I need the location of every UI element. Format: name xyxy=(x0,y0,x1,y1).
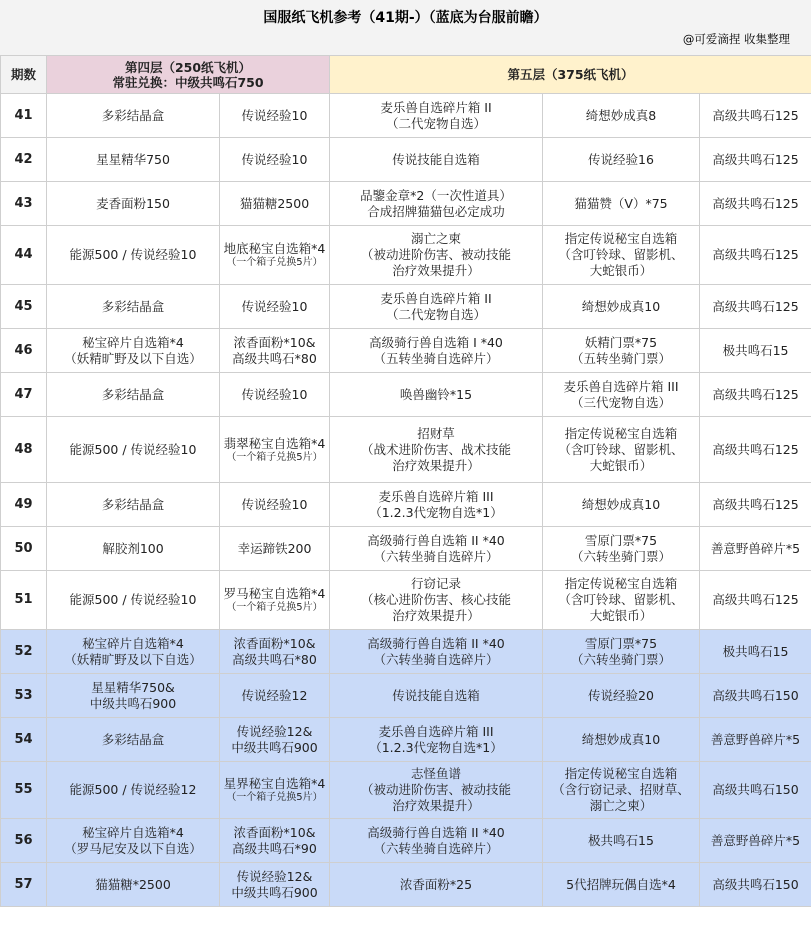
cell-line: 妖精门票*75 xyxy=(584,334,658,350)
floor5-item-a-cell xyxy=(330,285,543,329)
floor5-item-a-cell xyxy=(330,329,543,373)
cell-line: （含叮铃球、留影机、 xyxy=(558,441,684,457)
floor5-item-c-cell xyxy=(700,373,811,417)
period-cell: 46 xyxy=(1,329,47,373)
floor5-item-a-cell xyxy=(330,762,543,819)
cell-line: （五转坐骑门票） xyxy=(570,350,671,366)
floor5-item-c-cell xyxy=(700,571,811,630)
cell-line: 中级共鸣石900 xyxy=(231,884,318,900)
cell-line: 溺亡之柬） xyxy=(589,798,653,813)
cell-line: 传说经验10 xyxy=(241,496,308,512)
floor5-item-c-cell xyxy=(700,718,811,762)
floor4-item-b-cell xyxy=(220,182,330,226)
cell-line: 星界秘宝自选箱*4 xyxy=(223,776,326,791)
floor5-item-b-cell xyxy=(543,285,700,329)
cell-line: 志怪鱼谱 xyxy=(410,766,461,781)
cell-line: （1.2.3代宠物自选*1） xyxy=(369,504,503,520)
cell-line: 大蛇银币） xyxy=(589,457,653,473)
cell-line: 麦乐兽自选碎片箱 III xyxy=(563,378,679,394)
cell-line: 绮想妙成真10 xyxy=(581,496,661,512)
floor5-item-a-cell xyxy=(330,182,543,226)
cell-line: 高级骑行兽自选箱 II *40 xyxy=(367,824,505,840)
cell-line: 罗马秘宝自选箱*4 xyxy=(223,586,326,601)
cell-note: （一个箱子兑换5片） xyxy=(226,257,323,268)
cell-line: 浓香面粉*10& xyxy=(233,334,316,350)
table-row xyxy=(1,138,811,182)
table-row xyxy=(1,674,811,718)
cell-line: 猫猫糖*2500 xyxy=(95,876,171,892)
floor4-item-b-cell xyxy=(220,483,330,527)
cell-line: 传说经验10 xyxy=(241,107,308,123)
floor4-item-b-cell xyxy=(220,819,330,863)
cell-line: 传说经验10 xyxy=(241,298,308,314)
cell-line: 高级共鸣石125 xyxy=(712,298,799,314)
floor5-item-b-cell xyxy=(543,182,700,226)
floor4-item-a-cell xyxy=(47,718,220,762)
cell-line: 高级共鸣石125 xyxy=(712,386,799,402)
floor5-item-a-cell xyxy=(330,630,543,674)
floor5-item-b-cell xyxy=(543,373,700,417)
header-row xyxy=(1,56,811,94)
period-cell: 42 xyxy=(1,138,47,182)
floor5-item-c-cell xyxy=(700,417,811,483)
cell-line: 多彩结晶盒 xyxy=(101,386,165,402)
cell-line: 能源500 / 传说经验10 xyxy=(69,247,197,262)
cell-line: 浓香面粉*10& xyxy=(233,635,316,651)
floor5-item-c-cell xyxy=(700,182,811,226)
cell-line: 极共鸣石15 xyxy=(722,643,789,659)
floor4-item-b-cell xyxy=(220,417,330,483)
cell-line: 雪原门票*75 xyxy=(584,635,658,651)
cell-line: 能源500 / 传说经验10 xyxy=(69,592,197,607)
floor4-item-a-cell xyxy=(47,819,220,863)
cell-line: 高级共鸣石125 xyxy=(712,107,799,123)
cell-line: 麦香面粉150 xyxy=(96,195,170,211)
floor4-item-b-cell xyxy=(220,674,330,718)
floor5-item-c-cell xyxy=(700,630,811,674)
cell-line: （战术进阶伤害、战术技能 xyxy=(360,441,511,457)
floor4-item-a-cell xyxy=(47,674,220,718)
cell-line: 高级共鸣石125 xyxy=(712,441,799,457)
cell-line: 多彩结晶盒 xyxy=(101,496,165,512)
period-cell: 57 xyxy=(1,863,47,907)
cell-line: 幸运蹄铁200 xyxy=(237,540,312,556)
cell-line: 治疗效果提升） xyxy=(392,263,480,278)
floor5-item-c-cell xyxy=(700,483,811,527)
cell-line: 高级骑行兽自选箱 I *40 xyxy=(369,334,503,350)
floor4-header-line1: 第四层（250纸飞机） xyxy=(124,59,252,75)
floor5-item-b-cell xyxy=(543,863,700,907)
cell-line: （二代宠物自选） xyxy=(385,306,486,322)
cell-line: 治疗效果提升） xyxy=(392,608,480,623)
cell-line: 传说经验12& xyxy=(236,723,313,739)
floor5-item-c-cell xyxy=(700,762,811,819)
cell-line: 秘宝碎片自选箱*4 xyxy=(82,635,184,651)
floor5-item-b-cell xyxy=(543,226,700,285)
cell-line: 雪原门票*75 xyxy=(584,532,658,548)
floor5-item-b-cell xyxy=(543,483,700,527)
table-row xyxy=(1,94,811,138)
cell-note: （一个箱子兑换5片） xyxy=(226,792,323,803)
floor5-item-b-cell xyxy=(543,329,700,373)
cell-line: 浓香面粉*25 xyxy=(399,876,473,892)
cell-line: 指定传说秘宝自选箱 xyxy=(564,425,678,441)
floor4-item-a-cell xyxy=(47,138,220,182)
floor5-item-b-cell xyxy=(543,762,700,819)
cell-line: 中级共鸣石900 xyxy=(89,695,177,711)
floor4-item-a-cell xyxy=(47,329,220,373)
table-row xyxy=(1,373,811,417)
cell-line: 中级共鸣石900 xyxy=(231,739,318,755)
cell-line: 猫猫赞（V）*75 xyxy=(574,195,668,211)
floor5-item-a-cell xyxy=(330,483,543,527)
cell-line: 大蛇银币） xyxy=(589,263,653,278)
floor5-item-c-cell xyxy=(700,329,811,373)
floor5-item-b-cell xyxy=(543,819,700,863)
cell-line: 指定传说秘宝自选箱 xyxy=(564,576,678,591)
cell-line: 治疗效果提升） xyxy=(392,457,480,473)
floor4-item-a-cell xyxy=(47,483,220,527)
floor5-item-a-cell xyxy=(330,819,543,863)
floor5-item-b-cell xyxy=(543,138,700,182)
table-row xyxy=(1,819,811,863)
cell-note: （一个箱子兑换5片） xyxy=(226,451,323,463)
cell-line: 秘宝碎片自选箱*4 xyxy=(82,334,184,350)
period-cell: 52 xyxy=(1,630,47,674)
floor4-item-b-cell xyxy=(220,718,330,762)
floor5-item-b-cell xyxy=(543,571,700,630)
cell-line: 传说经验16 xyxy=(588,151,654,167)
cell-line: 高级共鸣石125 xyxy=(712,151,799,167)
cell-line: 品鑒金章*2（一次性道具） xyxy=(360,187,512,203)
cell-line: 地底秘宝自选箱*4 xyxy=(223,241,326,256)
cell-line: 高级共鸣石125 xyxy=(712,195,799,211)
floor4-item-b-cell xyxy=(220,138,330,182)
floor5-item-a-cell xyxy=(330,226,543,285)
floor5-item-a-cell xyxy=(330,94,543,138)
floor4-item-b-cell xyxy=(220,285,330,329)
cell-line: 麦乐兽自选碎片箱 III xyxy=(378,723,494,739)
table-row xyxy=(1,571,811,630)
table-row xyxy=(1,417,811,483)
cell-line: 善意野兽碎片*5 xyxy=(710,540,801,556)
floor5-item-a-cell xyxy=(330,718,543,762)
cell-line: 高级骑行兽自选箱 II *40 xyxy=(367,532,505,548)
period-cell: 45 xyxy=(1,285,47,329)
cell-line: 高级共鸣石125 xyxy=(712,496,799,512)
cell-line: 秘宝碎片自选箱*4 xyxy=(82,824,184,840)
cell-line: （妖精旷野及以下自选） xyxy=(64,651,202,667)
cell-line: （罗马尼安及以下自选） xyxy=(64,840,202,856)
floor5-item-c-cell xyxy=(700,674,811,718)
cell-line: 善意野兽碎片*5 xyxy=(710,731,801,747)
table-row xyxy=(1,762,811,819)
cell-line: （含行窃记录、招财草、 xyxy=(552,782,690,797)
cell-line: （三代宠物自选） xyxy=(570,394,671,410)
cell-note: （一个箱子兑换5片） xyxy=(226,602,323,613)
table-row xyxy=(1,483,811,527)
table-row xyxy=(1,527,811,571)
cell-line: （二代宠物自选） xyxy=(385,115,486,131)
rewards-table xyxy=(0,55,811,907)
cell-line: 高级共鸣石125 xyxy=(712,592,799,607)
cell-line: 麦乐兽自选碎片箱 II xyxy=(380,290,492,306)
cell-line: 解胶剂100 xyxy=(102,540,164,556)
floor4-item-b-cell xyxy=(220,373,330,417)
cell-line: （含叮铃球、留影机、 xyxy=(558,592,684,607)
cell-line: 传说经验12& xyxy=(236,868,313,884)
cell-line: 翡翠秘宝自选箱*4 xyxy=(223,435,326,451)
cell-line: 高级共鸣石125 xyxy=(712,247,799,262)
floor5-item-b-cell xyxy=(543,718,700,762)
cell-line: 传说技能自选箱 xyxy=(392,151,480,167)
period-cell: 51 xyxy=(1,571,47,630)
floor4-item-b-cell xyxy=(220,527,330,571)
floor5-header: 第五层（375纸飞机） xyxy=(330,56,811,94)
floor5-item-c-cell xyxy=(700,863,811,907)
cell-line: 唤兽幽铃*15 xyxy=(399,386,473,402)
floor5-item-a-cell xyxy=(330,527,543,571)
cell-line: 传说经验10 xyxy=(241,386,308,402)
floor4-item-a-cell xyxy=(47,417,220,483)
floor5-item-b-cell xyxy=(543,527,700,571)
period-cell: 47 xyxy=(1,373,47,417)
floor4-item-a-cell xyxy=(47,527,220,571)
table-row xyxy=(1,226,811,285)
floor4-item-b-cell xyxy=(220,762,330,819)
cell-line: 多彩结晶盒 xyxy=(101,298,165,314)
cell-line: 绮想妙成真10 xyxy=(581,298,661,314)
cell-line: 高级骑行兽自选箱 II *40 xyxy=(367,635,505,651)
floor5-item-b-cell xyxy=(543,94,700,138)
page-title: 国服纸飞机参考（41期-）（蓝底为台服前瞻） xyxy=(263,10,548,26)
cell-line: 5代招牌玩偶自选*4 xyxy=(566,876,676,892)
period-cell: 50 xyxy=(1,527,47,571)
floor5-item-b-cell xyxy=(543,630,700,674)
cell-line: 指定传说秘宝自选箱 xyxy=(564,766,678,781)
cell-line: 合成招牌猫猫包必定成功 xyxy=(367,203,505,219)
cell-line: （六转坐骑自选碎片） xyxy=(373,548,499,564)
floor5-item-c-cell xyxy=(700,527,811,571)
cell-line: 传说经验12 xyxy=(241,687,308,703)
credit-text: @可爱滴捏 收集整理 xyxy=(682,32,790,46)
sheet-header xyxy=(0,0,811,55)
floor5-item-b-cell xyxy=(543,674,700,718)
floor4-item-a-cell xyxy=(47,571,220,630)
period-cell: 41 xyxy=(1,94,47,138)
cell-line: 招财草 xyxy=(417,425,455,441)
cell-line: 能源500 / 传说经验12 xyxy=(69,782,197,797)
cell-line: 能源500 / 传说经验10 xyxy=(69,441,197,457)
table-row xyxy=(1,718,811,762)
floor5-item-a-cell xyxy=(330,571,543,630)
floor5-item-b-cell xyxy=(543,417,700,483)
cell-line: （被动进阶伤害、被动技能 xyxy=(360,247,511,262)
period-cell: 48 xyxy=(1,417,47,483)
cell-line: 善意野兽碎片*5 xyxy=(710,832,801,848)
cell-line: 传说技能自选箱 xyxy=(392,687,480,703)
table-row xyxy=(1,285,811,329)
floor4-item-a-cell xyxy=(47,285,220,329)
floor5-item-c-cell xyxy=(700,285,811,329)
table-row xyxy=(1,863,811,907)
cell-line: 极共鸣石15 xyxy=(588,832,654,848)
cell-line: （1.2.3代宠物自选*1） xyxy=(369,739,503,755)
period-cell: 53 xyxy=(1,674,47,718)
floor4-item-b-cell xyxy=(220,571,330,630)
period-cell: 43 xyxy=(1,182,47,226)
floor4-header xyxy=(47,56,330,94)
cell-line: 高级共鸣石150 xyxy=(712,876,799,892)
floor4-item-a-cell xyxy=(47,182,220,226)
floor5-item-c-cell xyxy=(700,138,811,182)
cell-line: 大蛇银币） xyxy=(589,608,653,623)
cell-line: （核心进阶伤害、核心技能 xyxy=(360,592,511,607)
cell-line: （六转坐骑自选碎片） xyxy=(373,651,499,667)
cell-line: （五转坐骑自选碎片） xyxy=(373,350,499,366)
cell-line: 绮想妙成真8 xyxy=(585,107,657,123)
cell-line: 指定传说秘宝自选箱 xyxy=(564,231,678,246)
table-row xyxy=(1,182,811,226)
cell-line: （六转坐骑自选碎片） xyxy=(373,840,499,856)
period-cell: 44 xyxy=(1,226,47,285)
cell-line: 传说经验20 xyxy=(588,687,654,703)
floor4-item-b-cell xyxy=(220,226,330,285)
period-header: 期数 xyxy=(1,56,47,94)
floor4-item-a-cell xyxy=(47,373,220,417)
floor4-item-b-cell xyxy=(220,630,330,674)
cell-line: （六转坐骑门票） xyxy=(570,651,671,667)
table-row xyxy=(1,630,811,674)
cell-line: 星星精华750& xyxy=(91,679,175,695)
floor5-item-a-cell xyxy=(330,417,543,483)
floor4-header-line2: 常驻兑换：中级共鸣石750 xyxy=(112,74,264,90)
floor5-item-a-cell xyxy=(330,863,543,907)
cell-line: （含叮铃球、留影机、 xyxy=(558,247,684,262)
floor5-item-c-cell xyxy=(700,819,811,863)
cell-line: 溺亡之柬 xyxy=(410,231,461,246)
period-cell: 56 xyxy=(1,819,47,863)
cell-line: 高级共鸣石150 xyxy=(712,687,799,703)
cell-line: 多彩结晶盒 xyxy=(101,107,165,123)
floor4-item-a-cell xyxy=(47,630,220,674)
cell-line: 治疗效果提升） xyxy=(392,798,480,813)
cell-line: （被动进阶伤害、被动技能 xyxy=(360,782,511,797)
floor5-item-c-cell xyxy=(700,94,811,138)
floor4-item-b-cell xyxy=(220,329,330,373)
cell-line: 绮想妙成真10 xyxy=(581,731,661,747)
period-cell: 55 xyxy=(1,762,47,819)
cell-line: 高级共鸣石*90 xyxy=(232,840,317,856)
cell-line: 多彩结晶盒 xyxy=(101,731,165,747)
floor5-item-a-cell xyxy=(330,138,543,182)
cell-line: 高级共鸣石*80 xyxy=(232,651,317,667)
cell-line: 传说经验10 xyxy=(241,151,308,167)
floor4-item-a-cell xyxy=(47,94,220,138)
cell-line: 麦乐兽自选碎片箱 III xyxy=(378,488,494,504)
floor5-item-c-cell xyxy=(700,226,811,285)
cell-line: 行窃记录 xyxy=(410,576,461,591)
floor4-item-b-cell xyxy=(220,94,330,138)
floor4-item-a-cell xyxy=(47,226,220,285)
floor5-item-a-cell xyxy=(330,674,543,718)
floor4-item-a-cell xyxy=(47,863,220,907)
cell-line: 麦乐兽自选碎片箱 II xyxy=(380,99,492,115)
cell-line: 高级共鸣石*80 xyxy=(232,350,317,366)
cell-line: 猫猫糖2500 xyxy=(239,195,310,211)
cell-line: 浓香面粉*10& xyxy=(233,824,316,840)
period-cell: 54 xyxy=(1,718,47,762)
cell-line: 高级共鸣石150 xyxy=(712,782,799,797)
cell-line: （妖精旷野及以下自选） xyxy=(64,350,202,366)
floor4-item-b-cell xyxy=(220,863,330,907)
floor4-item-a-cell xyxy=(47,762,220,819)
floor5-item-a-cell xyxy=(330,373,543,417)
period-cell: 49 xyxy=(1,483,47,527)
cell-line: （六转坐骑门票） xyxy=(570,548,671,564)
table-row xyxy=(1,329,811,373)
cell-line: 星星精华750 xyxy=(96,151,170,167)
cell-line: 极共鸣石15 xyxy=(722,342,789,358)
